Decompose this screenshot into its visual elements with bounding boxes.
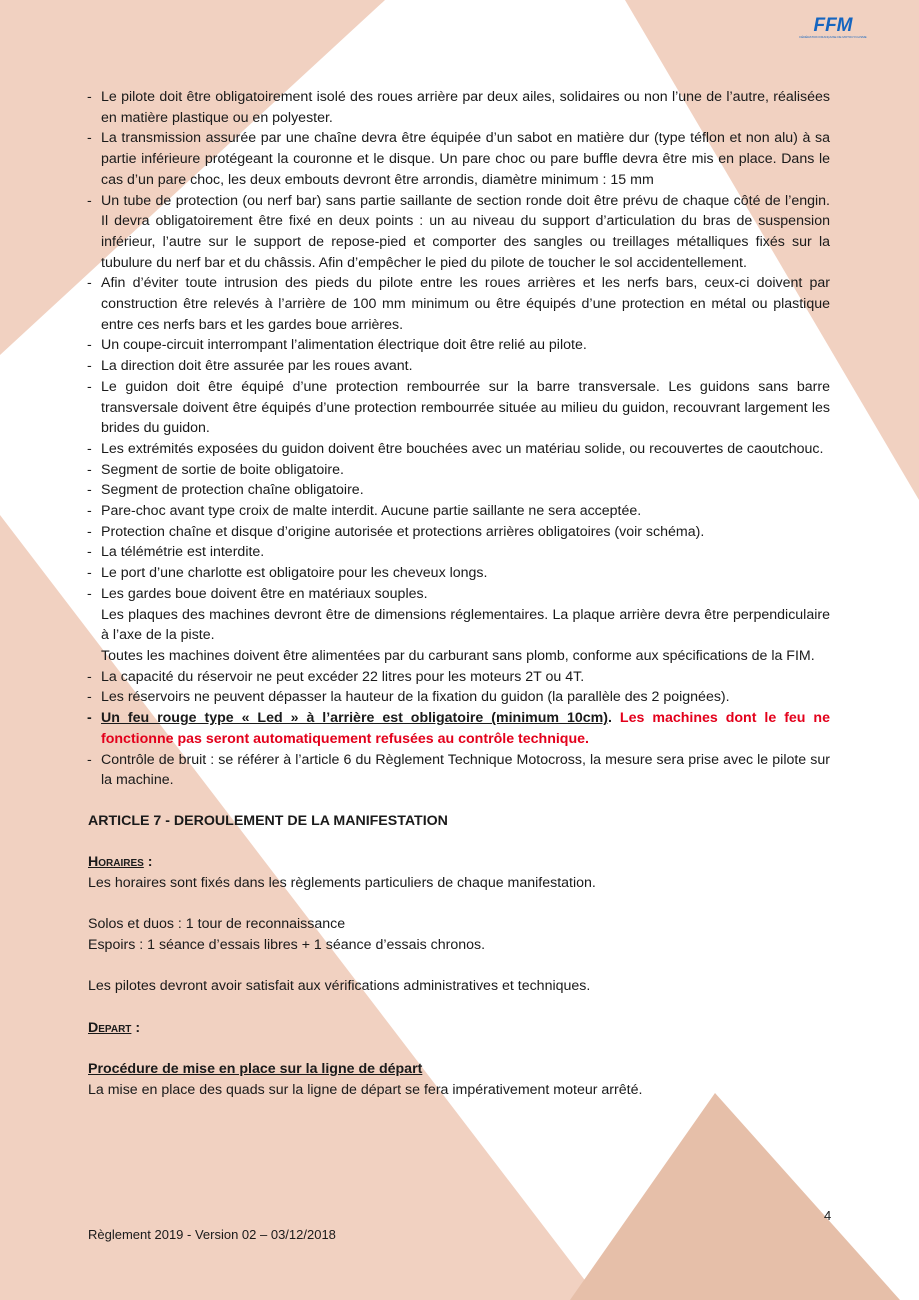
procedure-subheading: Procédure de mise en place sur la ligne de départ <box>88 1061 423 1078</box>
list-item: - Protection chaîne et disque d’origine autorisée et protections arrières obligatoires (voir schéma). <box>88 522 830 543</box>
list-item: - Les réservoirs ne peuvent dépasser la hauteur de la fixation du guidon (la parallèle des 2 poignées). <box>88 687 830 708</box>
svg-text:FFM: FFM <box>813 15 853 36</box>
article-title: ARTICLE 7 - DEROULEMENT DE LA MANIFESTATION <box>88 812 448 829</box>
horaires-text: Les horaires sont fixés dans les règlements particuliers de chaque manifestation. <box>88 875 596 891</box>
list-item: - La transmission assurée par une chaîne devra être équipée d’un sabot en matière dur (type téflon et non alu) à sa partie inférieure protégeant la couronne et le disque. Un pare choc ou pare buffle devra être mis en place. Dans le cas d’un pare choc, les deux embouts devront être arrondis, diamètre minimum : 15 mm <box>88 128 830 190</box>
list-item: - La télémétrie est interdite. <box>88 542 830 563</box>
horaires-colon: : <box>143 854 153 871</box>
list-item: - Un coupe-circuit interrompant l’alimentation électrique doit être relié au pilote. <box>88 335 830 356</box>
list-item <box>88 584 830 667</box>
led-requirement: Un feu rouge type « Led » à l’arrière est obligatoire (minimum 10cm) <box>101 710 608 727</box>
procedure-text: La mise en place des quads sur la ligne de départ se fera impérativement moteur arrêté. <box>88 1081 643 1098</box>
list-item: - Contrôle de bruit : se référer à l’article 6 du Règlement Technique Motocross, la mesure sera prise avec le pilote sur la machine. <box>88 750 830 791</box>
triangle-bottom-right <box>570 1093 900 1300</box>
list-item: - Pare-choc avant type croix de malte interdit. Aucune partie saillante ne sera acceptée. <box>88 501 830 522</box>
list-item: - Le port d’une charlotte est obligatoire pour les cheveux longs. <box>88 563 830 584</box>
list-item-text: Les gardes boue doivent être en matériaux souples. <box>101 585 428 602</box>
list-item: - Le guidon doit être équipé d’une protection rembourrée sur la barre transversale. Les guidons sans barre transversale doivent être équipés d’une protection rembourrée située au milieu du guidon, recouvrant largement les brides du guidon. <box>88 377 830 439</box>
plates-paragraph: Les plaques des machines devront être de dimensions réglementaires. La plaque arrière devra être perpendiculaire à l’axe de la piste. <box>101 606 830 644</box>
list-item: - Segment de protection chaîne obligatoire. <box>88 480 830 501</box>
rules-list <box>88 87 830 791</box>
led-warning: Les machines dont le feu ne fonctionne pas seront automatiquement refusées au contrôle technique. <box>101 710 830 747</box>
document-body <box>88 87 830 1101</box>
solos-text: Solos et duos : 1 tour de reconnaissance <box>88 916 346 933</box>
page-number: 4 <box>824 1208 832 1223</box>
list-item: - Afin d’éviter toute intrusion des pieds du pilote entre les roues arrières et les nerfs bars, ceux-ci doivent par construction être relevés à l’arrière de 100 mm minimum ou être équipés d’une protection en métal ou plastique entre ces nerfs bars et les gardes boue arrières. <box>88 273 830 335</box>
list-item: - Les extrémités exposées du guidon doivent être bouchées avec un matériau solide, ou recouvertes de caoutchouc. <box>88 439 830 460</box>
list-item: - Segment de sortie de boite obligatoire. <box>88 460 830 481</box>
list-item: - Un tube de protection (ou nerf bar) sans partie saillante de section ronde doit être prévu de chaque côté de l’engin. Il devra obligatoirement être fixé en deux points : un au niveau du support d’articulation du bras de suspension inférieur, l’autre sur le support de repose-pied et comporter des sangles ou treillages métalliques fixés sur la tubulure du nerf bar et du châssis. Afin d’empêcher le pied du pilote de toucher le sol accidentellement. <box>88 191 830 274</box>
ffm-logo <box>798 14 868 40</box>
list-item: - La direction doit être assurée par les roues avant. <box>88 356 830 377</box>
fuel-paragraph: Toutes les machines doivent être alimentées par du carburant sans plomb, conforme aux spécifications de la FIM. <box>101 647 815 664</box>
horaires-heading: Horaires <box>88 854 144 871</box>
espoirs-text: Espoirs : 1 séance d’essais libres + 1 séance d’essais chronos. <box>88 937 486 954</box>
depart-colon: : <box>131 1019 141 1036</box>
list-item: - La capacité du réservoir ne peut excéder 22 litres pour les moteurs 2T ou 4T. <box>88 667 830 688</box>
depart-heading: Depart <box>88 1019 132 1036</box>
footer-version: Règlement 2019 - Version 02 – 03/12/2018 <box>88 1227 336 1242</box>
svg-text:FÉDÉRATION FRANÇAISE DE MOTOCY: FÉDÉRATION FRANÇAISE DE MOTOCYCLISME <box>799 35 867 39</box>
led-list-item <box>88 708 830 749</box>
pilotes-text: Les pilotes devront avoir satisfait aux vérifications administratives et techniques. <box>88 978 591 995</box>
led-period: . <box>608 710 612 727</box>
list-item: - Le pilote doit être obligatoirement isolé des roues arrière par deux ailes, solidaires ou non l’une de l’autre, réalisées en matière plastique ou en polyester. <box>88 87 830 128</box>
